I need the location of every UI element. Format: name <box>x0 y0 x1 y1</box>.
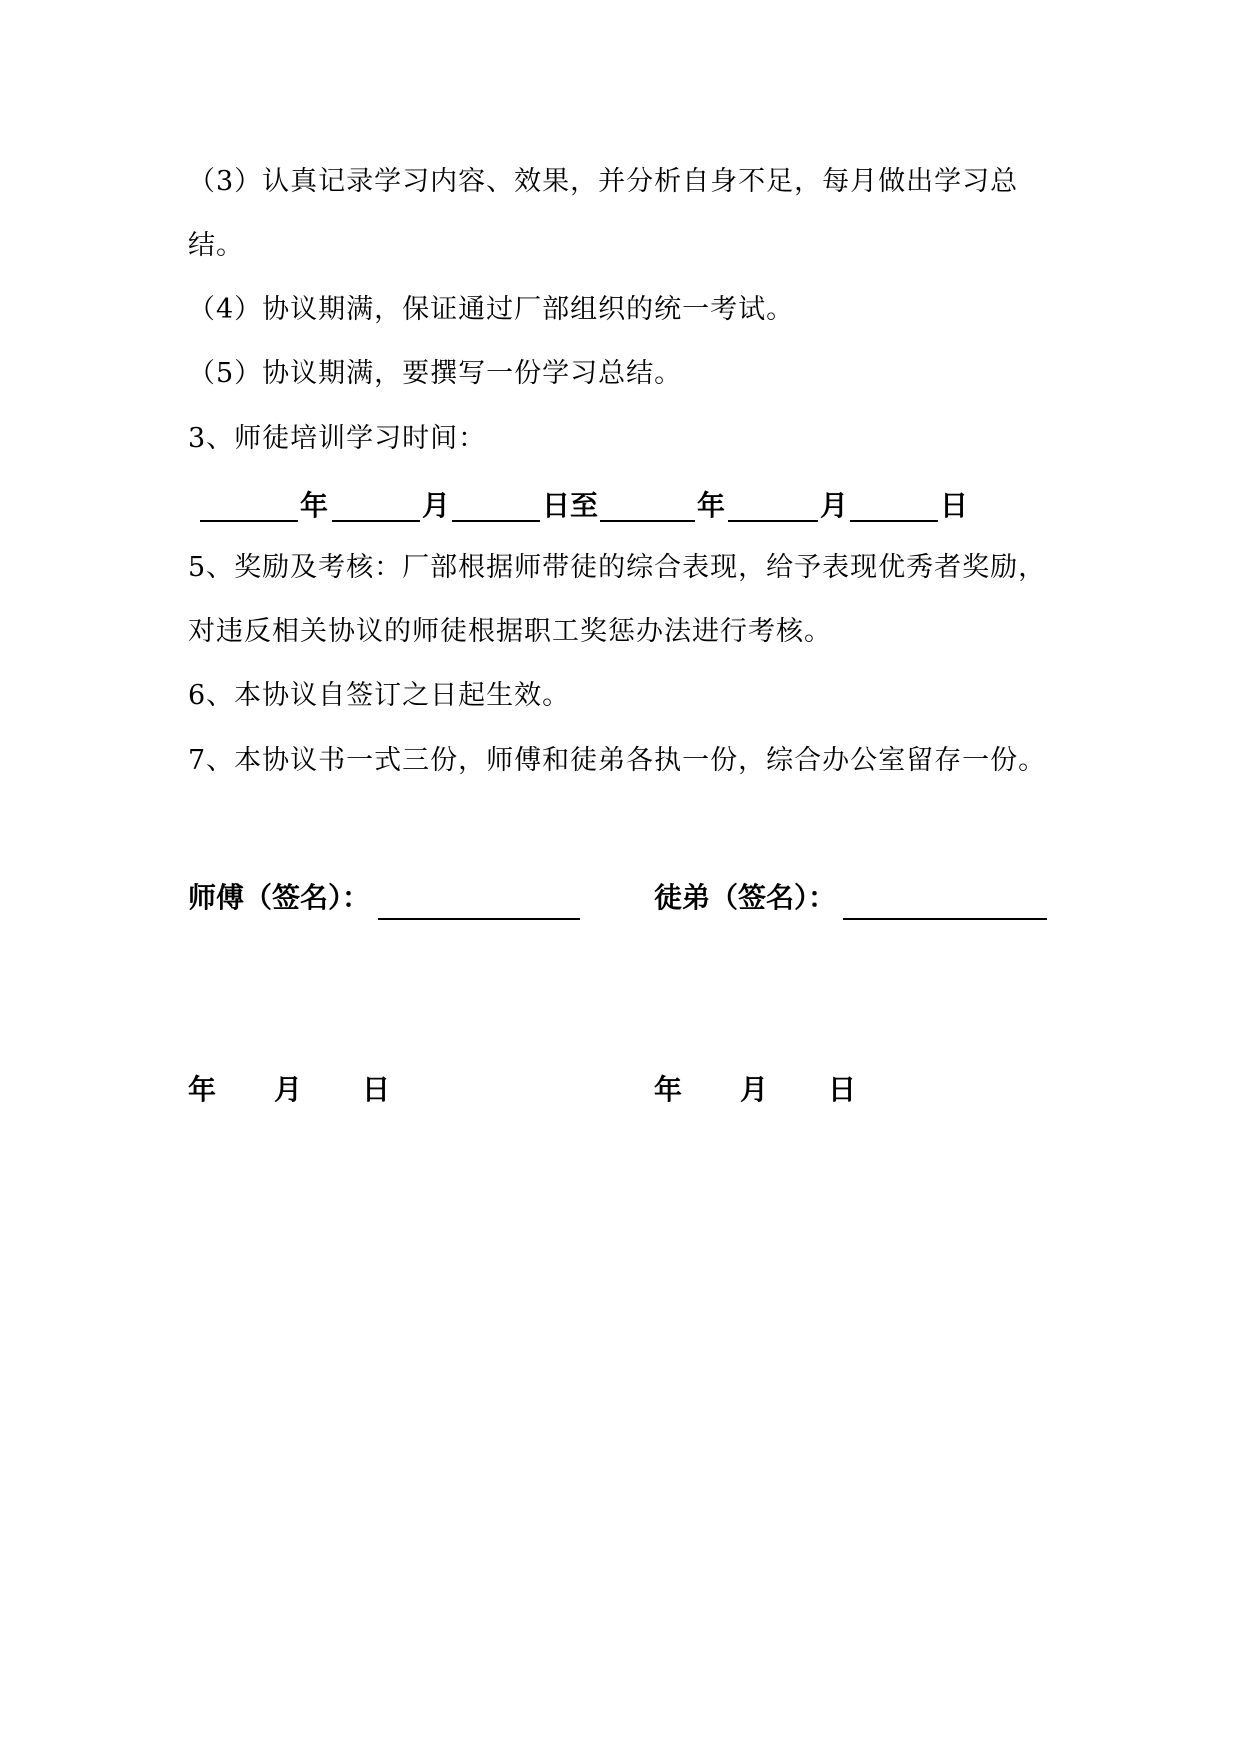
section-6: 6、本协议自签订之日起生效。 <box>188 680 571 711</box>
start-month-label: 月 <box>422 489 451 522</box>
start-day-to-label: 日至 <box>542 489 599 522</box>
apprentice-signature-label: 徒弟（签名）： <box>654 881 837 914</box>
clause-3-line-2: 结。 <box>188 230 244 261</box>
master-date-month: 月 <box>274 1073 303 1106</box>
apprentice-signature-blank[interactable] <box>843 918 1047 920</box>
end-year-blank[interactable] <box>600 520 695 522</box>
start-year-label: 年 <box>300 489 329 522</box>
clause-4: （4）协议期满，保证通过厂部组织的统一考试。 <box>188 294 795 325</box>
section-3-heading: 3、师徒培训学习时间： <box>188 423 487 454</box>
master-date-year: 年 <box>188 1073 217 1106</box>
start-month-blank[interactable] <box>332 520 420 522</box>
end-month-label: 月 <box>820 489 849 522</box>
end-month-blank[interactable] <box>728 520 818 522</box>
master-signature-label: 师傅（签名）： <box>188 881 371 914</box>
master-date-day: 日 <box>362 1073 391 1106</box>
section-7: 7、本协议书一式三份，师傅和徒弟各执一份，综合办公室留存一份。 <box>188 745 1047 776</box>
start-year-blank[interactable] <box>200 520 298 522</box>
clause-5: （5）协议期满，要撰写一份学习总结。 <box>188 358 683 389</box>
clause-3-line-1: （3）认真记录学习内容、效果，并分析自身不足，每月做出学习总 <box>188 166 1019 197</box>
master-signature-blank[interactable] <box>378 918 580 920</box>
section-5-line-2: 对违反相关协议的师徒根据职工奖惩办法进行考核。 <box>188 616 832 647</box>
section-5-line-1: 5、奖励及考核：厂部根据师带徒的综合表现，给予表现优秀者奖励， <box>188 552 1047 583</box>
start-day-blank[interactable] <box>452 520 540 522</box>
apprentice-date-month: 月 <box>740 1073 769 1106</box>
end-day-blank[interactable] <box>850 520 938 522</box>
end-year-label: 年 <box>697 489 726 522</box>
apprentice-date-day: 日 <box>828 1073 857 1106</box>
end-day-label: 日 <box>940 489 969 522</box>
apprentice-date-year: 年 <box>654 1073 683 1106</box>
